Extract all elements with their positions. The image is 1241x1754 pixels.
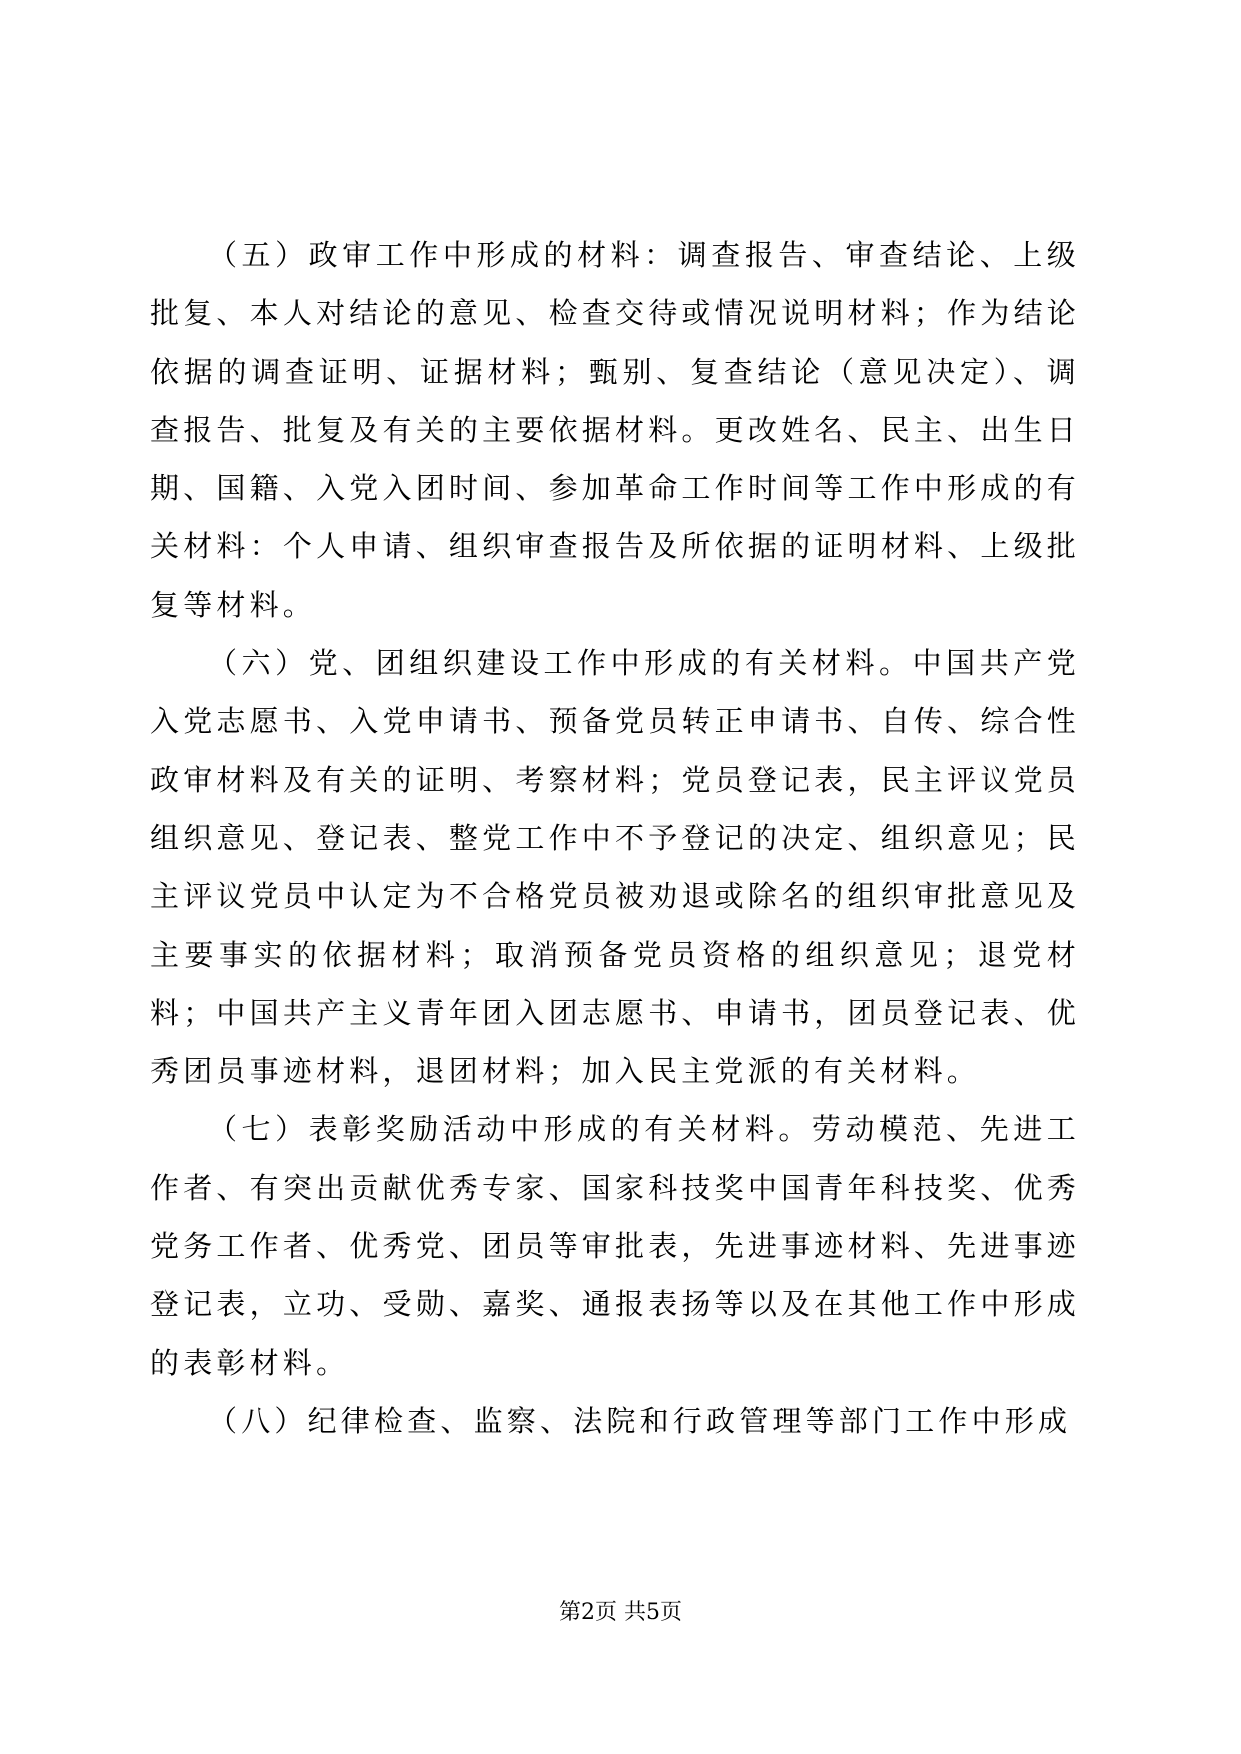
paragraph-seven: （七）表彰奖励活动中形成的有关材料。劳动模范、先进工作者、有突出贡献优秀专家、国家科技奖中国青年科技奖、优秀党务工作者、优秀党、团员等审批表，先进事迹材料、先进事迹登记表，立功、受勋、嘉奖、通报表扬等以及在其他工作中形成的表彰材料。: [150, 1112, 1080, 1380]
page-number-footer: 第2页 共5页: [559, 1600, 682, 1625]
paragraph-six: （六）党、团组织建设工作中形成的有关材料。中国共产党入党志愿书、入党申请书、预备党员转正申请书、自传、综合性政审材料及有关的证明、考察材料；党员登记表，民主评议党员组织意见、登记表、整党工作中不予登记的决定、组织意见；民主评议党员中认定为不合格党员被劝退或除名的组织审批意见及主要事实的依据材料；取消预备党员资格的组织意见；退党材料；中国共产主义青年团入团志愿书、申请书，团员登记表、优秀团员事迹材料，退团材料；加入民主党派的有关材料。: [150, 646, 1080, 1089]
document-body: [150, 226, 1080, 1450]
paragraph-five: （五）政审工作中形成的材料：调查报告、审查结论、上级批复、本人对结论的意见、检查交待或情况说明材料；作为结论依据的调查证明、证据材料；甄别、复查结论（意见决定）、调查报告、批复及有关的主要依据材料。更改姓名、民主、出生日期、国籍、入党入团时间、参加革命工作时间等工作中形成的有关材料：个人申请、组织审查报告及所依据的证明材料、上级批复等材料。: [150, 238, 1080, 622]
paragraph-eight: （八）纪律检查、监察、法院和行政管理等部门工作中形成: [208, 1403, 1072, 1438]
